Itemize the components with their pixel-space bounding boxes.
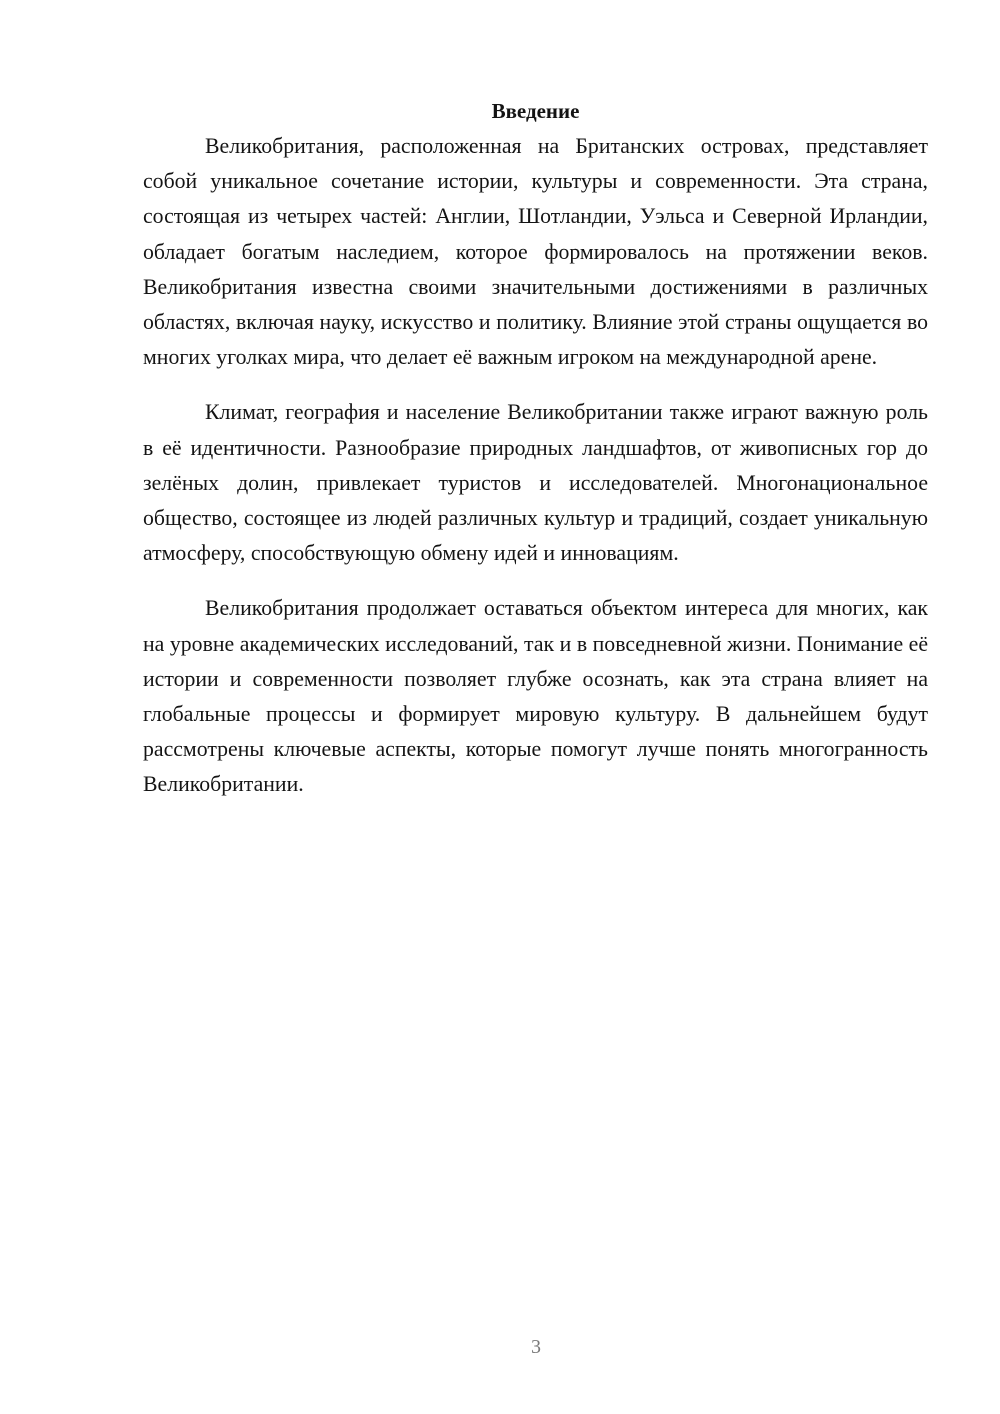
page-number: 3 xyxy=(531,1336,541,1358)
paragraph-3: Великобритания продолжает оставаться объектом интереса для многих, как на уровне академических исследований, так и в повседневной жизни. Понимание её истории и современности позволяет глубже осознать, как эта страна влияет на глобальные процессы и формирует мировую культуру. В дальнейшем будут рассмотрены ключевые аспекты, которые помогут лучше понять многогранность Великобритании. xyxy=(143,596,928,797)
section-heading: Введение xyxy=(491,99,580,123)
paragraph-1: Великобритания, расположенная на Британских островах, представляет собой уникальное сочетание истории, культуры и современности. Эта страна, состоящая из четырех частей: Англии, Шотландии, Уэльса и Северной Ирландии, обладает богатым наследием, которое формировалось на протяжении веков. Великобритания известна своими значительными достижениями в различных областях, включая науку, искусство и политику. Влияние этой страны ощущается во многих уголках мира, что делает её важным игроком на международной арене. xyxy=(143,134,928,370)
document-body xyxy=(143,94,928,823)
paragraph-2: Климат, география и население Великобритании также играют важную роль в её идентичности. Разнообразие природных ландшафтов, от живописных гор до зелёных долин, привлекает туристов и исследователей. Многонациональное общество, состоящее из людей различных культур и традиций, создает уникальную атмосферу, способствующую обмену идей и инновациям. xyxy=(143,400,928,566)
